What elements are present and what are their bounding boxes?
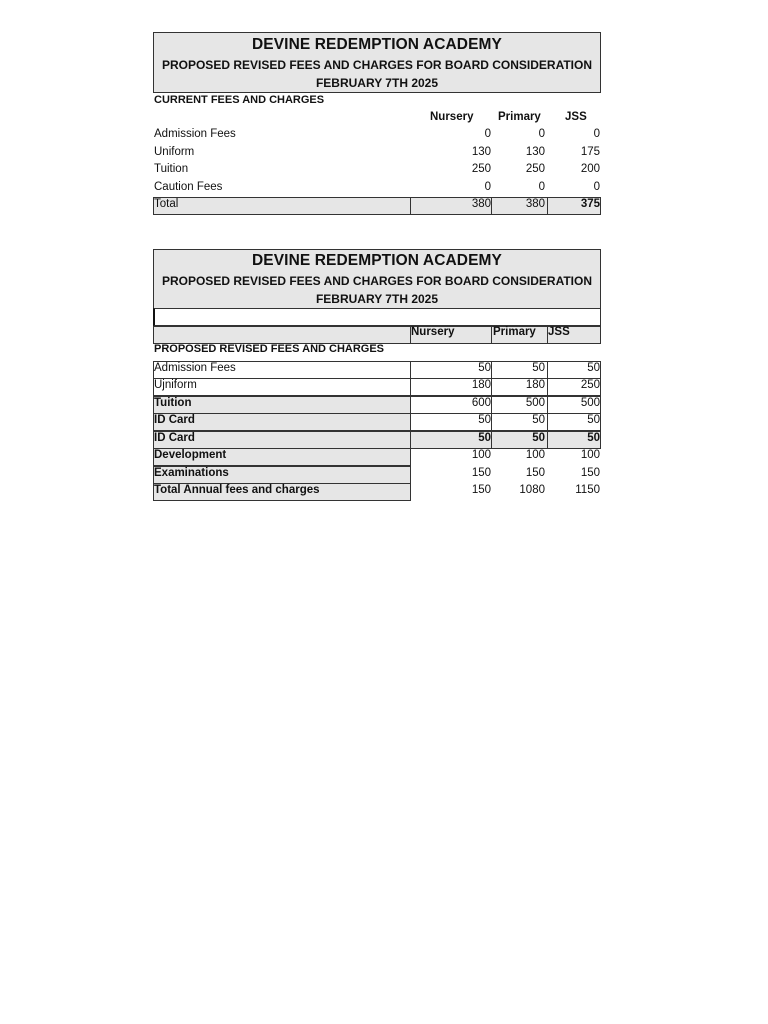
school-title: DEVINE REDEMPTION ACADEMY xyxy=(252,36,502,53)
current-row-admission xyxy=(153,127,601,145)
primary-value: 150 xyxy=(525,467,545,479)
col-head-primary: Primary xyxy=(498,111,541,123)
proposed-row-tuition xyxy=(153,396,601,414)
proposed-row-development xyxy=(153,448,601,466)
jss-value: 0 xyxy=(593,128,600,140)
nursery-value: 50 xyxy=(478,362,491,374)
jss-value: 0 xyxy=(593,181,600,193)
row-label: ID Card xyxy=(154,432,195,444)
nursery-value: 380 xyxy=(471,198,491,210)
row-label: Admission Fees xyxy=(154,362,236,374)
primary-value: 180 xyxy=(525,379,545,391)
row-label: Ujniform xyxy=(154,379,197,391)
row-label: Admission Fees xyxy=(154,128,236,140)
row-label: Total Annual fees and charges xyxy=(154,484,320,496)
jss-value: 1150 xyxy=(575,484,600,496)
row-label: Examinations xyxy=(154,467,229,479)
proposed-section-title: PROPOSED REVISED FEES AND CHARGES xyxy=(154,343,385,355)
primary-value: 100 xyxy=(525,449,545,461)
primary-value: 250 xyxy=(525,163,545,175)
jss-value: 50 xyxy=(587,432,600,444)
divider-nursery-primary xyxy=(491,361,492,449)
empty-row xyxy=(153,308,601,326)
jss-value: 200 xyxy=(580,163,600,175)
primary-value: 50 xyxy=(532,362,545,374)
document-subtitle: PROPOSED REVISED FEES AND CHARGES FOR BOARD CONSIDERATION xyxy=(161,274,593,288)
document-date: FEBRUARY 7TH 2025 xyxy=(315,76,439,90)
primary-value: 0 xyxy=(538,181,545,193)
proposed-row-examinations xyxy=(153,466,601,484)
proposed-row-uniform xyxy=(153,378,601,396)
divider-primary-jss xyxy=(547,361,548,449)
nursery-value: 250 xyxy=(471,163,491,175)
nursery-value: 180 xyxy=(471,379,491,391)
nursery-value: 130 xyxy=(471,146,491,158)
jss-value: 500 xyxy=(580,397,600,409)
nursery-value: 50 xyxy=(478,414,491,426)
primary-value: 1080 xyxy=(519,484,545,496)
nursery-value: 150 xyxy=(471,484,491,496)
document-subtitle: PROPOSED REVISED FEES AND CHARGES FOR BOARD CONSIDERATION xyxy=(161,58,593,72)
primary-value: 50 xyxy=(532,432,545,444)
nursery-value: 0 xyxy=(484,128,491,140)
nursery-value: 100 xyxy=(471,449,491,461)
current-row-total xyxy=(153,197,601,215)
jss-value: 175 xyxy=(580,146,600,158)
current-row-tuition xyxy=(153,162,601,180)
current-row-caution xyxy=(153,180,601,198)
primary-value: 500 xyxy=(525,397,545,409)
jss-value: 100 xyxy=(580,449,600,461)
document-date: FEBRUARY 7TH 2025 xyxy=(315,292,439,306)
jss-value: 250 xyxy=(580,379,600,391)
row-label: ID Card xyxy=(154,414,195,426)
proposed-row-total xyxy=(153,483,601,501)
col-head-nursery: Nursery xyxy=(411,326,455,338)
row-label: Uniform xyxy=(154,146,195,158)
current-section-title: CURRENT FEES AND CHARGES xyxy=(154,94,325,106)
current-row-uniform xyxy=(153,145,601,163)
row-label: Tuition xyxy=(154,397,192,409)
col-head-nursery: Nursery xyxy=(430,111,474,123)
row-label: Tuition xyxy=(154,163,189,175)
jss-value: 150 xyxy=(580,467,600,479)
row-label: Caution Fees xyxy=(154,181,223,193)
proposed-row-idcard-1 xyxy=(153,413,601,431)
primary-value: 130 xyxy=(525,146,545,158)
nursery-value: 0 xyxy=(484,181,491,193)
proposed-row-admission xyxy=(153,361,601,379)
row-label: Total xyxy=(154,198,179,210)
nursery-value: 50 xyxy=(478,432,491,444)
header-block-current xyxy=(153,32,601,93)
jss-value: 50 xyxy=(587,414,600,426)
proposed-header-blank-cell xyxy=(153,326,411,344)
primary-value: 50 xyxy=(532,414,545,426)
primary-value: 380 xyxy=(525,198,545,210)
col-head-jss: JSS xyxy=(548,326,570,338)
nursery-value: 150 xyxy=(471,467,491,479)
nursery-value: 600 xyxy=(471,397,491,409)
col-head-jss: JSS xyxy=(565,111,587,123)
jss-value: 50 xyxy=(587,362,600,374)
school-title: DEVINE REDEMPTION ACADEMY xyxy=(252,252,502,269)
col-head-primary: Primary xyxy=(493,326,536,338)
jss-value: 375 xyxy=(580,198,600,210)
row-label: Development xyxy=(154,449,227,461)
proposed-row-idcard-2 xyxy=(153,431,601,449)
header-block-proposed xyxy=(153,249,601,309)
label-cell xyxy=(153,396,411,414)
primary-value: 0 xyxy=(538,128,545,140)
